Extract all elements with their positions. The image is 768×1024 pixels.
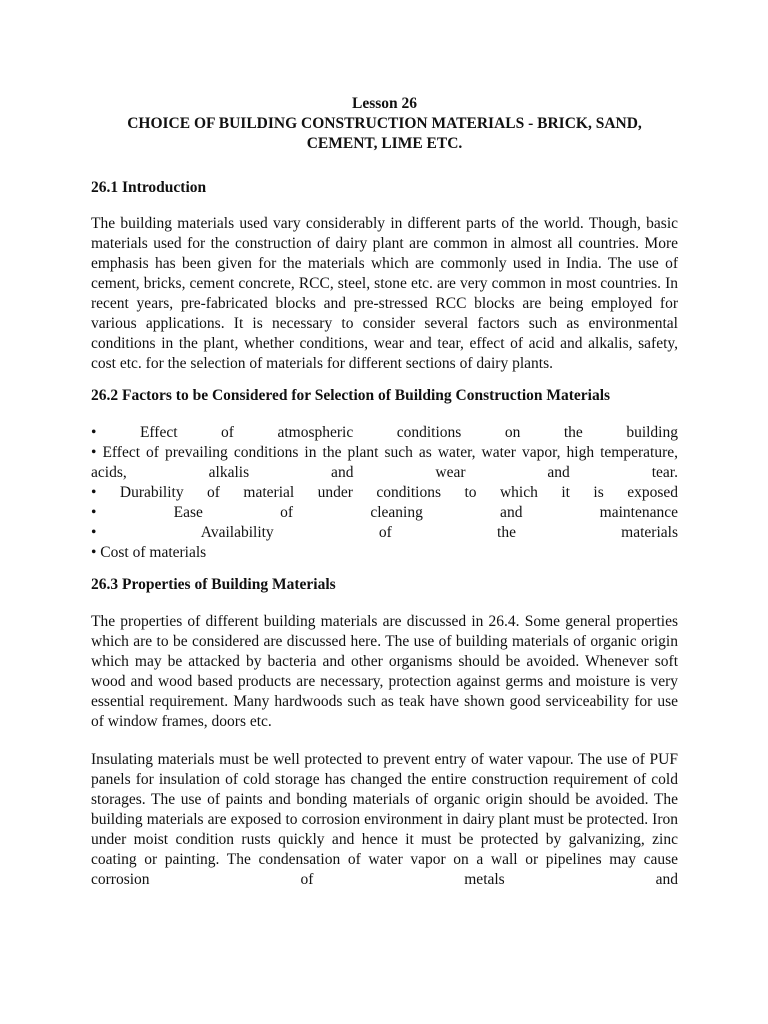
lesson-number: Lesson 26 bbox=[351, 95, 418, 112]
list-item: • Durability of material under conditions to which it is exposed bbox=[91, 484, 678, 501]
list-item: • Availability of the materials bbox=[91, 524, 678, 541]
introduction-paragraph: The building materials used vary considerably in different parts of the world. Though, basic materials used for the construction of dairy plant are common in almost all countries. More emphasis has been given for the materials which are commonly used in India. The use of cement, bricks, cement concrete, RCC, steel, stone etc. are very common in most countries. In recent years, pre-fabricated blocks and pre-stressed RCC blocks are being employed for various applications. It is necessary to consider several factors such as environmental conditions in the plant, whether conditions, wear and tear, effect of acid and alkalis, safety, cost etc. for the selection of materials for different sections of dairy plants. bbox=[91, 215, 678, 372]
list-item: • Effect of atmospheric conditions on the building bbox=[91, 424, 678, 441]
section-heading-introduction: 26.1 Introduction bbox=[91, 179, 207, 196]
factors-list bbox=[91, 423, 678, 563]
section-heading-factors: 26.2 Factors to be Considered for Selection of Building Construction Materials bbox=[91, 387, 611, 404]
list-item: • Cost of materials bbox=[91, 544, 207, 561]
list-item: • Ease of cleaning and maintenance bbox=[91, 504, 678, 521]
list-item: • Effect of prevailing conditions in the plant such as water, water vapor, high temperature, acids, alkalis and wear and tear. bbox=[91, 444, 678, 481]
document-title: CHOICE OF BUILDING CONSTRUCTION MATERIALS - BRICK, SAND, CEMENT, LIME ETC. bbox=[127, 115, 642, 152]
properties-paragraph: Insulating materials must be well protected to prevent entry of water vapour. The use of PUF panels for insulation of cold storage has changed the entire construction requirement of cold storages. The use of paints and bonding materials of organic origin should be avoided. The building materials are exposed to corrosion environment in dairy plant must be protected. Iron under moist condition rusts quickly and hence it must be protected by galvanizing, zinc coating or painting. The condensation of water vapor on a wall or pipelines may cause corrosion of metals and bbox=[91, 751, 678, 888]
properties-paragraph: The properties of different building materials are discussed in 26.4. Some general properties which are to be considered are discussed here. The use of building materials of organic origin which may be attacked by bacteria and other organisms should be avoided. Whenever soft wood and wood based products are necessary, protection against germs and moisture is very essential requirement. Many hardwoods such as teak have shown good serviceability for use of window frames, doors etc. bbox=[91, 613, 678, 730]
section-heading-properties: 26.3 Properties of Building Materials bbox=[91, 576, 336, 593]
